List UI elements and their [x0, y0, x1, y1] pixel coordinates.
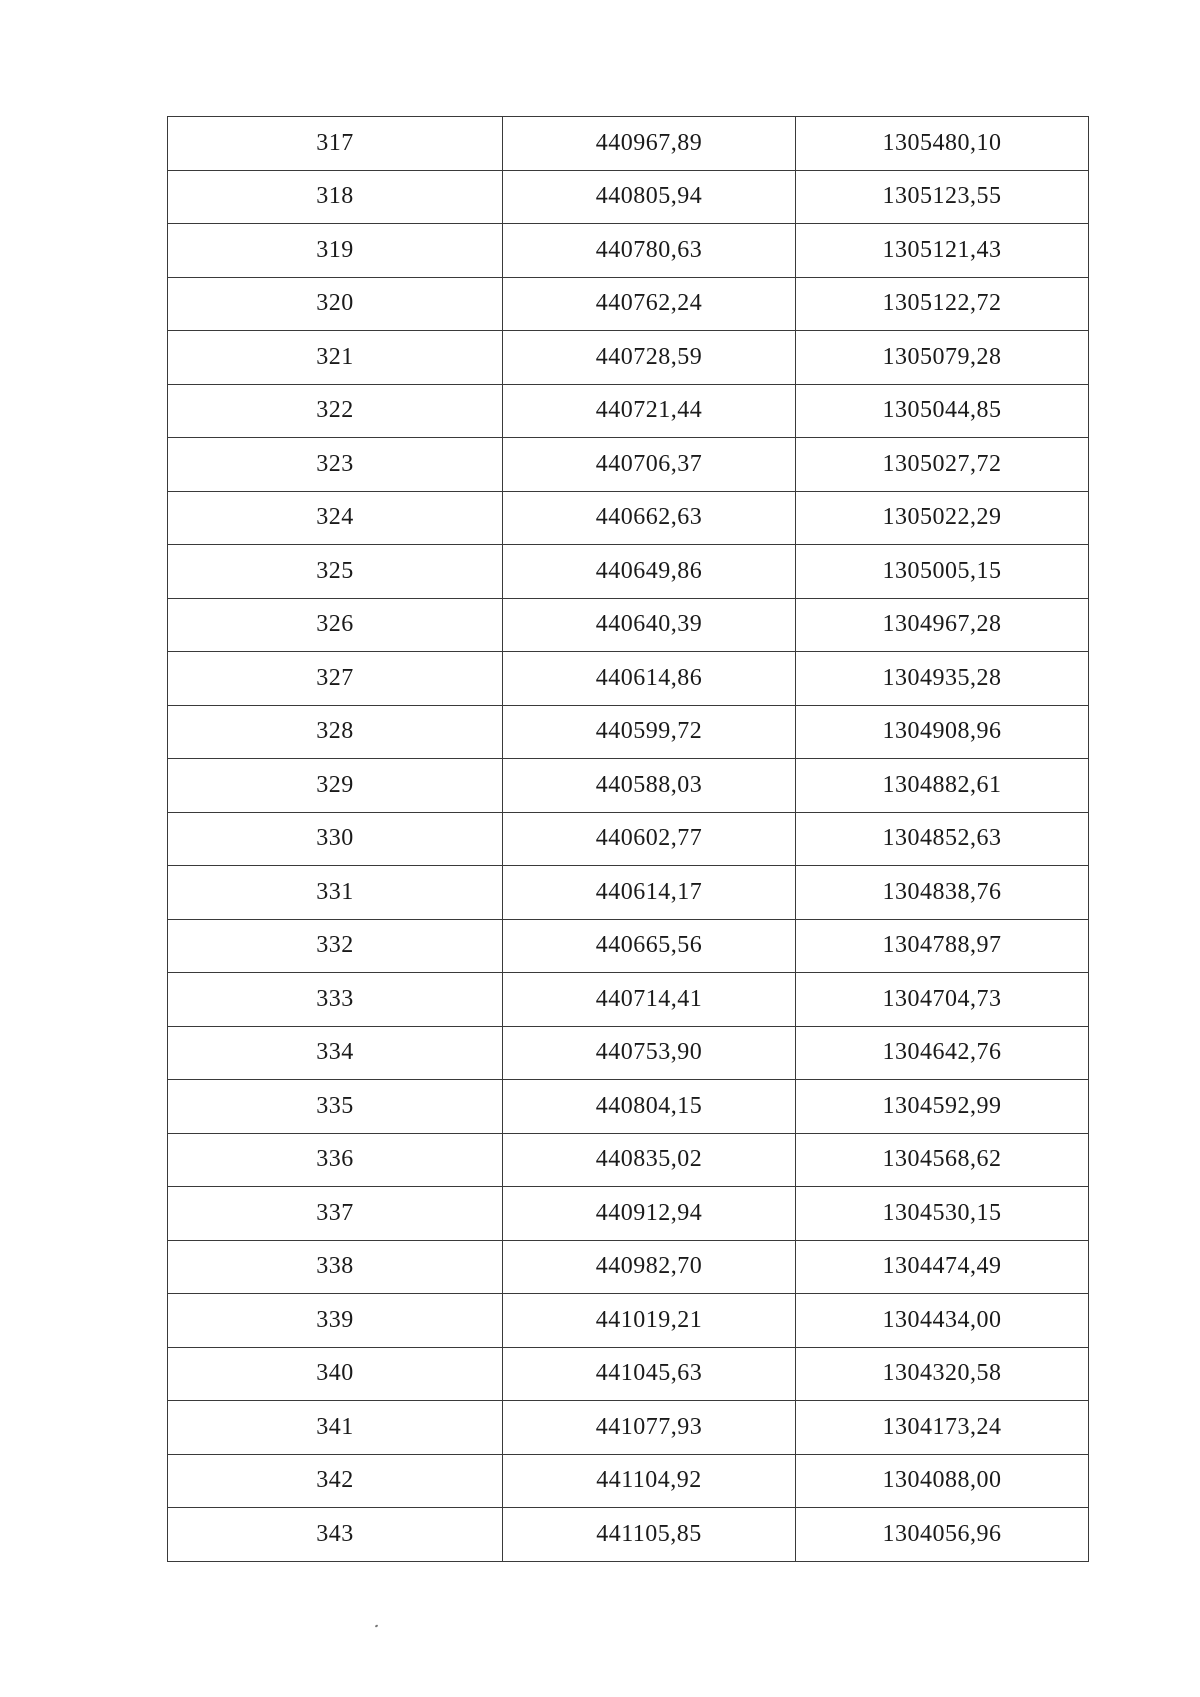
y-coordinate-cell: 1304088,00 — [796, 1454, 1089, 1508]
table-row — [168, 705, 1089, 759]
y-coordinate-cell: 1304908,96 — [796, 705, 1089, 759]
x-coordinate-cell: 441077,93 — [503, 1401, 796, 1455]
y-coordinate-cell: 1304173,24 — [796, 1401, 1089, 1455]
x-coordinate-cell: 440982,70 — [503, 1240, 796, 1294]
x-coordinate-cell: 440762,24 — [503, 277, 796, 331]
y-coordinate-cell: 1304568,62 — [796, 1133, 1089, 1187]
y-coordinate-cell: 1305022,29 — [796, 491, 1089, 545]
point-number-cell: 331 — [168, 866, 503, 920]
x-coordinate-cell: 440714,41 — [503, 973, 796, 1027]
y-coordinate-cell: 1305005,15 — [796, 545, 1089, 599]
y-coordinate-cell: 1304592,99 — [796, 1080, 1089, 1134]
point-number-cell: 321 — [168, 331, 503, 385]
table-row — [168, 1508, 1089, 1562]
table-row — [168, 224, 1089, 278]
y-coordinate-cell: 1305044,85 — [796, 384, 1089, 438]
y-coordinate-cell: 1305122,72 — [796, 277, 1089, 331]
table-row — [168, 438, 1089, 492]
x-coordinate-cell: 440599,72 — [503, 705, 796, 759]
table-row — [168, 545, 1089, 599]
table-row — [168, 652, 1089, 706]
table-row — [168, 1026, 1089, 1080]
y-coordinate-cell: 1304642,76 — [796, 1026, 1089, 1080]
x-coordinate-cell: 440835,02 — [503, 1133, 796, 1187]
table-row — [168, 1294, 1089, 1348]
table-row — [168, 491, 1089, 545]
table-row — [168, 919, 1089, 973]
y-coordinate-cell: 1304320,58 — [796, 1347, 1089, 1401]
point-number-cell: 323 — [168, 438, 503, 492]
table-row — [168, 1187, 1089, 1241]
table-row — [168, 277, 1089, 331]
y-coordinate-cell: 1304788,97 — [796, 919, 1089, 973]
table-row — [168, 1401, 1089, 1455]
point-number-cell: 325 — [168, 545, 503, 599]
x-coordinate-cell: 440649,86 — [503, 545, 796, 599]
point-number-cell: 329 — [168, 759, 503, 813]
y-coordinate-cell: 1305480,10 — [796, 117, 1089, 171]
table-row — [168, 812, 1089, 866]
table-row — [168, 331, 1089, 385]
x-coordinate-cell: 440588,03 — [503, 759, 796, 813]
point-number-cell: 317 — [168, 117, 503, 171]
coordinates-table — [167, 116, 1089, 1562]
x-coordinate-cell: 440912,94 — [503, 1187, 796, 1241]
x-coordinate-cell: 441104,92 — [503, 1454, 796, 1508]
scan-speck — [375, 1624, 379, 1627]
table-row — [168, 384, 1089, 438]
table-row — [168, 170, 1089, 224]
y-coordinate-cell: 1304852,63 — [796, 812, 1089, 866]
point-number-cell: 335 — [168, 1080, 503, 1134]
point-number-cell: 339 — [168, 1294, 503, 1348]
y-coordinate-cell: 1304474,49 — [796, 1240, 1089, 1294]
x-coordinate-cell: 440780,63 — [503, 224, 796, 278]
x-coordinate-cell: 441019,21 — [503, 1294, 796, 1348]
table-row — [168, 1240, 1089, 1294]
x-coordinate-cell: 440662,63 — [503, 491, 796, 545]
point-number-cell: 343 — [168, 1508, 503, 1562]
x-coordinate-cell: 441045,63 — [503, 1347, 796, 1401]
y-coordinate-cell: 1304056,96 — [796, 1508, 1089, 1562]
x-coordinate-cell: 440967,89 — [503, 117, 796, 171]
table-row — [168, 1347, 1089, 1401]
table-row — [168, 598, 1089, 652]
point-number-cell: 318 — [168, 170, 503, 224]
point-number-cell: 341 — [168, 1401, 503, 1455]
y-coordinate-cell: 1304704,73 — [796, 973, 1089, 1027]
point-number-cell: 320 — [168, 277, 503, 331]
point-number-cell: 336 — [168, 1133, 503, 1187]
x-coordinate-cell: 440728,59 — [503, 331, 796, 385]
x-coordinate-cell: 440614,86 — [503, 652, 796, 706]
x-coordinate-cell: 440721,44 — [503, 384, 796, 438]
x-coordinate-cell: 440614,17 — [503, 866, 796, 920]
x-coordinate-cell: 440602,77 — [503, 812, 796, 866]
y-coordinate-cell: 1304530,15 — [796, 1187, 1089, 1241]
table-row — [168, 117, 1089, 171]
table-row — [168, 973, 1089, 1027]
x-coordinate-cell: 441105,85 — [503, 1508, 796, 1562]
y-coordinate-cell: 1305027,72 — [796, 438, 1089, 492]
point-number-cell: 327 — [168, 652, 503, 706]
point-number-cell: 340 — [168, 1347, 503, 1401]
point-number-cell: 342 — [168, 1454, 503, 1508]
point-number-cell: 322 — [168, 384, 503, 438]
x-coordinate-cell: 440706,37 — [503, 438, 796, 492]
point-number-cell: 319 — [168, 224, 503, 278]
y-coordinate-cell: 1305121,43 — [796, 224, 1089, 278]
y-coordinate-cell: 1304935,28 — [796, 652, 1089, 706]
table-row — [168, 1133, 1089, 1187]
y-coordinate-cell: 1305079,28 — [796, 331, 1089, 385]
x-coordinate-cell: 440805,94 — [503, 170, 796, 224]
point-number-cell: 333 — [168, 973, 503, 1027]
point-number-cell: 338 — [168, 1240, 503, 1294]
x-coordinate-cell: 440804,15 — [503, 1080, 796, 1134]
point-number-cell: 332 — [168, 919, 503, 973]
x-coordinate-cell: 440753,90 — [503, 1026, 796, 1080]
point-number-cell: 337 — [168, 1187, 503, 1241]
point-number-cell: 324 — [168, 491, 503, 545]
x-coordinate-cell: 440640,39 — [503, 598, 796, 652]
table-row — [168, 866, 1089, 920]
y-coordinate-cell: 1305123,55 — [796, 170, 1089, 224]
y-coordinate-cell: 1304882,61 — [796, 759, 1089, 813]
point-number-cell: 334 — [168, 1026, 503, 1080]
table-row — [168, 1080, 1089, 1134]
point-number-cell: 330 — [168, 812, 503, 866]
point-number-cell: 326 — [168, 598, 503, 652]
point-number-cell: 328 — [168, 705, 503, 759]
y-coordinate-cell: 1304838,76 — [796, 866, 1089, 920]
x-coordinate-cell: 440665,56 — [503, 919, 796, 973]
y-coordinate-cell: 1304967,28 — [796, 598, 1089, 652]
y-coordinate-cell: 1304434,00 — [796, 1294, 1089, 1348]
table-row — [168, 1454, 1089, 1508]
table-row — [168, 759, 1089, 813]
